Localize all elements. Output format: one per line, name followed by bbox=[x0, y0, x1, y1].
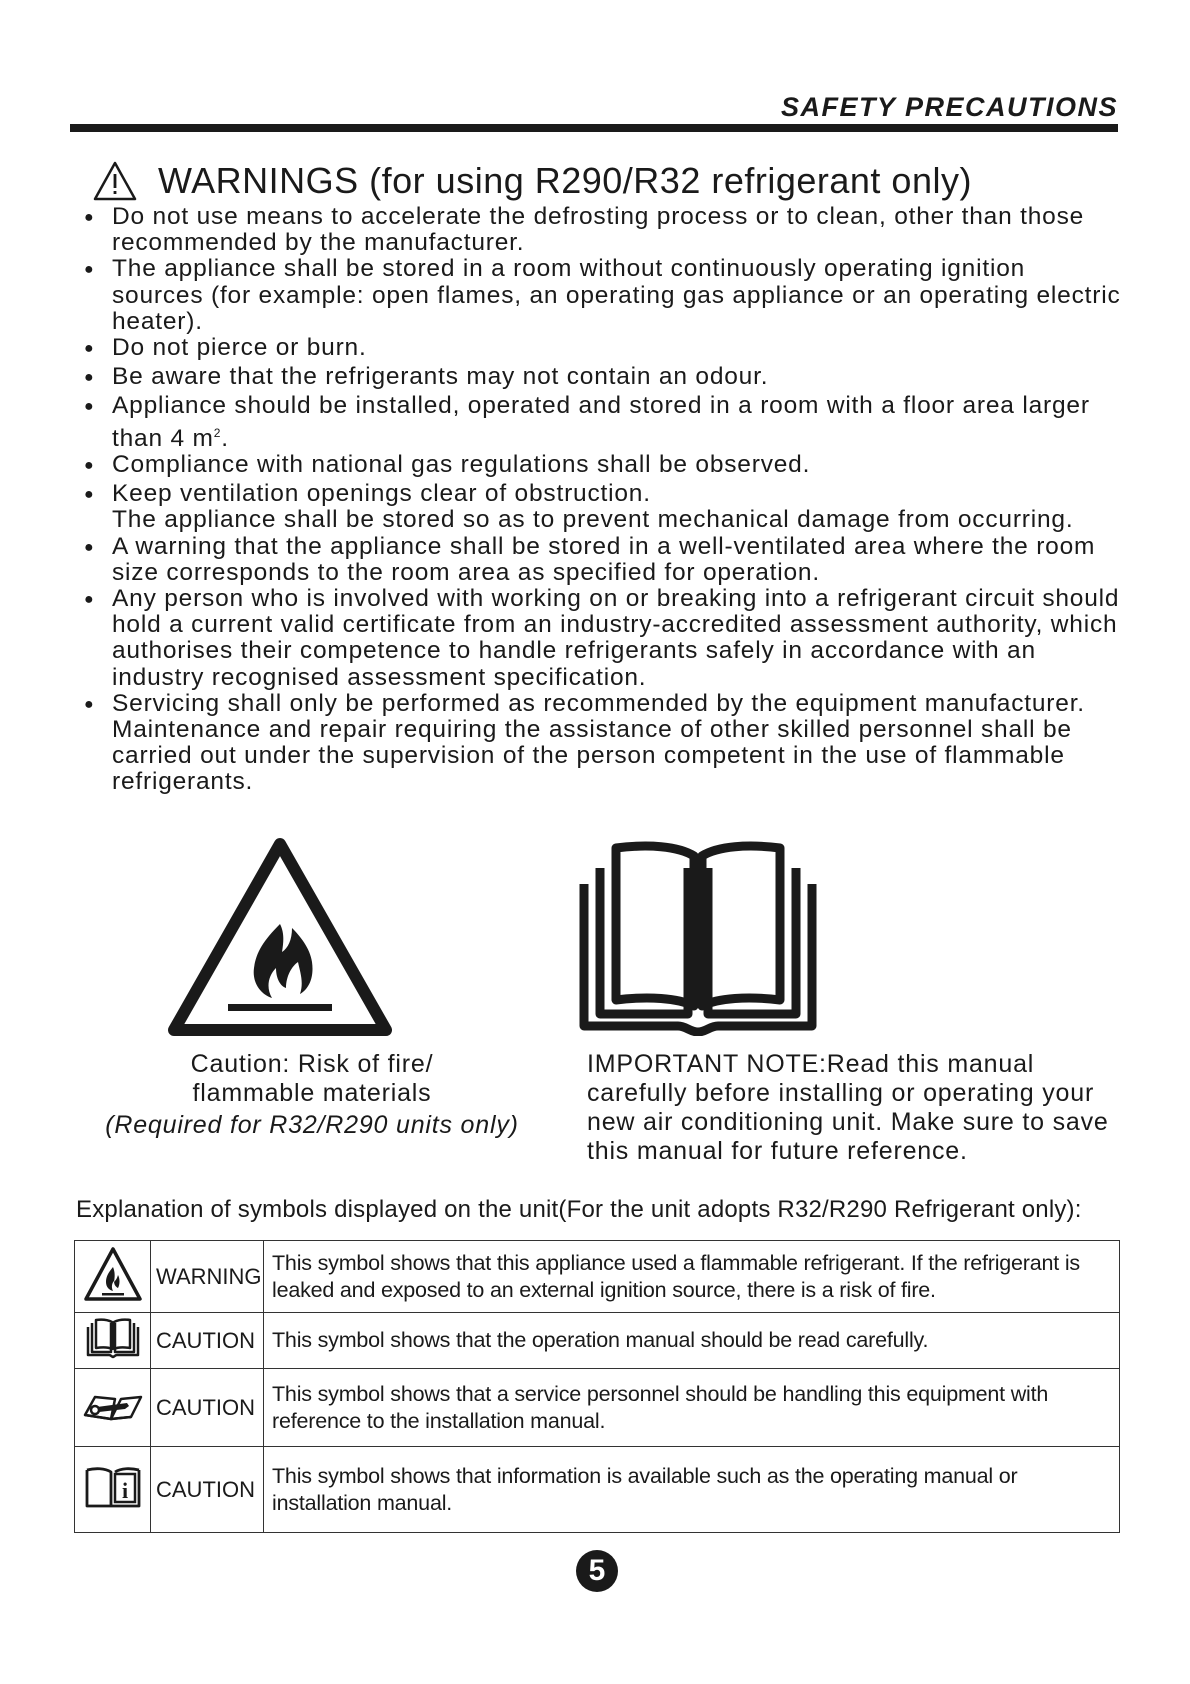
symbols-intro: Explanation of symbols displayed on the unit(For the unit adopts R32/R290 Refrigerant only): bbox=[76, 1196, 1082, 1223]
table-row bbox=[75, 1241, 1120, 1313]
page-number: 5 bbox=[576, 1550, 618, 1592]
section-title: SAFETY PRECAUTIONS bbox=[780, 92, 1118, 122]
open-book-icon bbox=[578, 838, 818, 1036]
warnings-list bbox=[84, 204, 1124, 796]
flammable-triangle-icon bbox=[168, 836, 392, 1036]
manual-caption: IMPORTANT NOTE:Read this manual carefully before installing or operating your new air conditioning unit. Make sure to save this manual for future reference. bbox=[587, 1050, 1109, 1165]
list-item: ● Servicing shall only be performed as recommended by the equipment manufacturer. Maintenance and repair requiring the assistance of other skilled personnel shall be carried out under the supervision of the person competent in the use of flammable refrigerants. bbox=[84, 691, 1124, 796]
list-item: ● A warning that the appliance shall be stored in a well-ventilated area where the room size corresponds to the room area as specified for operation. bbox=[84, 534, 1124, 586]
list-item: ● Keep ventilation openings clear of obstruction. The appliance shall be stored so as to prevent mechanical damage from occurring. bbox=[84, 481, 1124, 533]
manual-book-figure bbox=[578, 838, 818, 1041]
flammable-warning-icon bbox=[82, 1245, 144, 1303]
warning-triangle-icon bbox=[92, 160, 138, 202]
svg-text:i: i bbox=[121, 1478, 128, 1503]
list-item: ● Any person who is involved with working on or breaking into a refrigerant circuit should hold a current valid certificate from an industry-accredited assessment authority, which authorises their competence to handle refrigerants safely in accordance with an industry recognised assessment specification. bbox=[84, 586, 1124, 691]
fire-caption: Caution: Risk of fire/ flammable materials (Required for R32/R290 units only) bbox=[105, 1050, 519, 1139]
list-item: ● The appliance shall be stored in a room without continuously operating ignition sources (for example: open flames, an operating gas appliance or an operating electric heater). bbox=[84, 256, 1124, 335]
list-item: ● Do not pierce or burn. bbox=[84, 335, 1124, 364]
warnings-heading-text: WARNINGS (for using R290/R32 refrigerant only) bbox=[158, 160, 972, 201]
table-row bbox=[75, 1447, 1120, 1533]
symbol-description: This symbol shows that information is available such as the operating manual or installation manual. bbox=[264, 1447, 1120, 1533]
list-item: ● Do not use means to accelerate the defrosting process or to clean, other than those recommended by the manufacturer. bbox=[84, 204, 1124, 256]
symbol-label: CAUTION bbox=[151, 1369, 264, 1447]
fire-warning-figure bbox=[168, 836, 392, 1041]
info-manual-icon bbox=[83, 1464, 143, 1510]
symbol-description: This symbol shows that a service personnel should be handling this equipment with reference to the installation manual. bbox=[264, 1369, 1120, 1447]
header-divider bbox=[70, 124, 1118, 132]
table-row bbox=[75, 1313, 1120, 1369]
symbol-label: CAUTION bbox=[151, 1313, 264, 1369]
operation-manual-icon bbox=[85, 1317, 141, 1359]
service-manual-icon bbox=[81, 1385, 145, 1425]
list-item: ● Appliance should be installed, operated and stored in a room with a floor area larger than 4 $m^2$. bbox=[84, 393, 1124, 452]
list-item: ● Compliance with national gas regulations shall be observed. bbox=[84, 452, 1124, 481]
table-row bbox=[75, 1369, 1120, 1447]
symbol-description: This symbol shows that this appliance used a flammable refrigerant. If the refrigerant is leaked and exposed to an external ignition source, there is a risk of fire. bbox=[264, 1241, 1120, 1313]
list-item: ● Be aware that the refrigerants may not contain an odour. bbox=[84, 364, 1124, 393]
symbols-table bbox=[74, 1240, 1120, 1533]
warnings-heading bbox=[92, 160, 972, 202]
symbol-description: This symbol shows that the operation manual should be read carefully. bbox=[264, 1313, 1120, 1369]
symbol-label: CAUTION bbox=[151, 1447, 264, 1533]
symbol-label: WARNING bbox=[151, 1241, 264, 1313]
